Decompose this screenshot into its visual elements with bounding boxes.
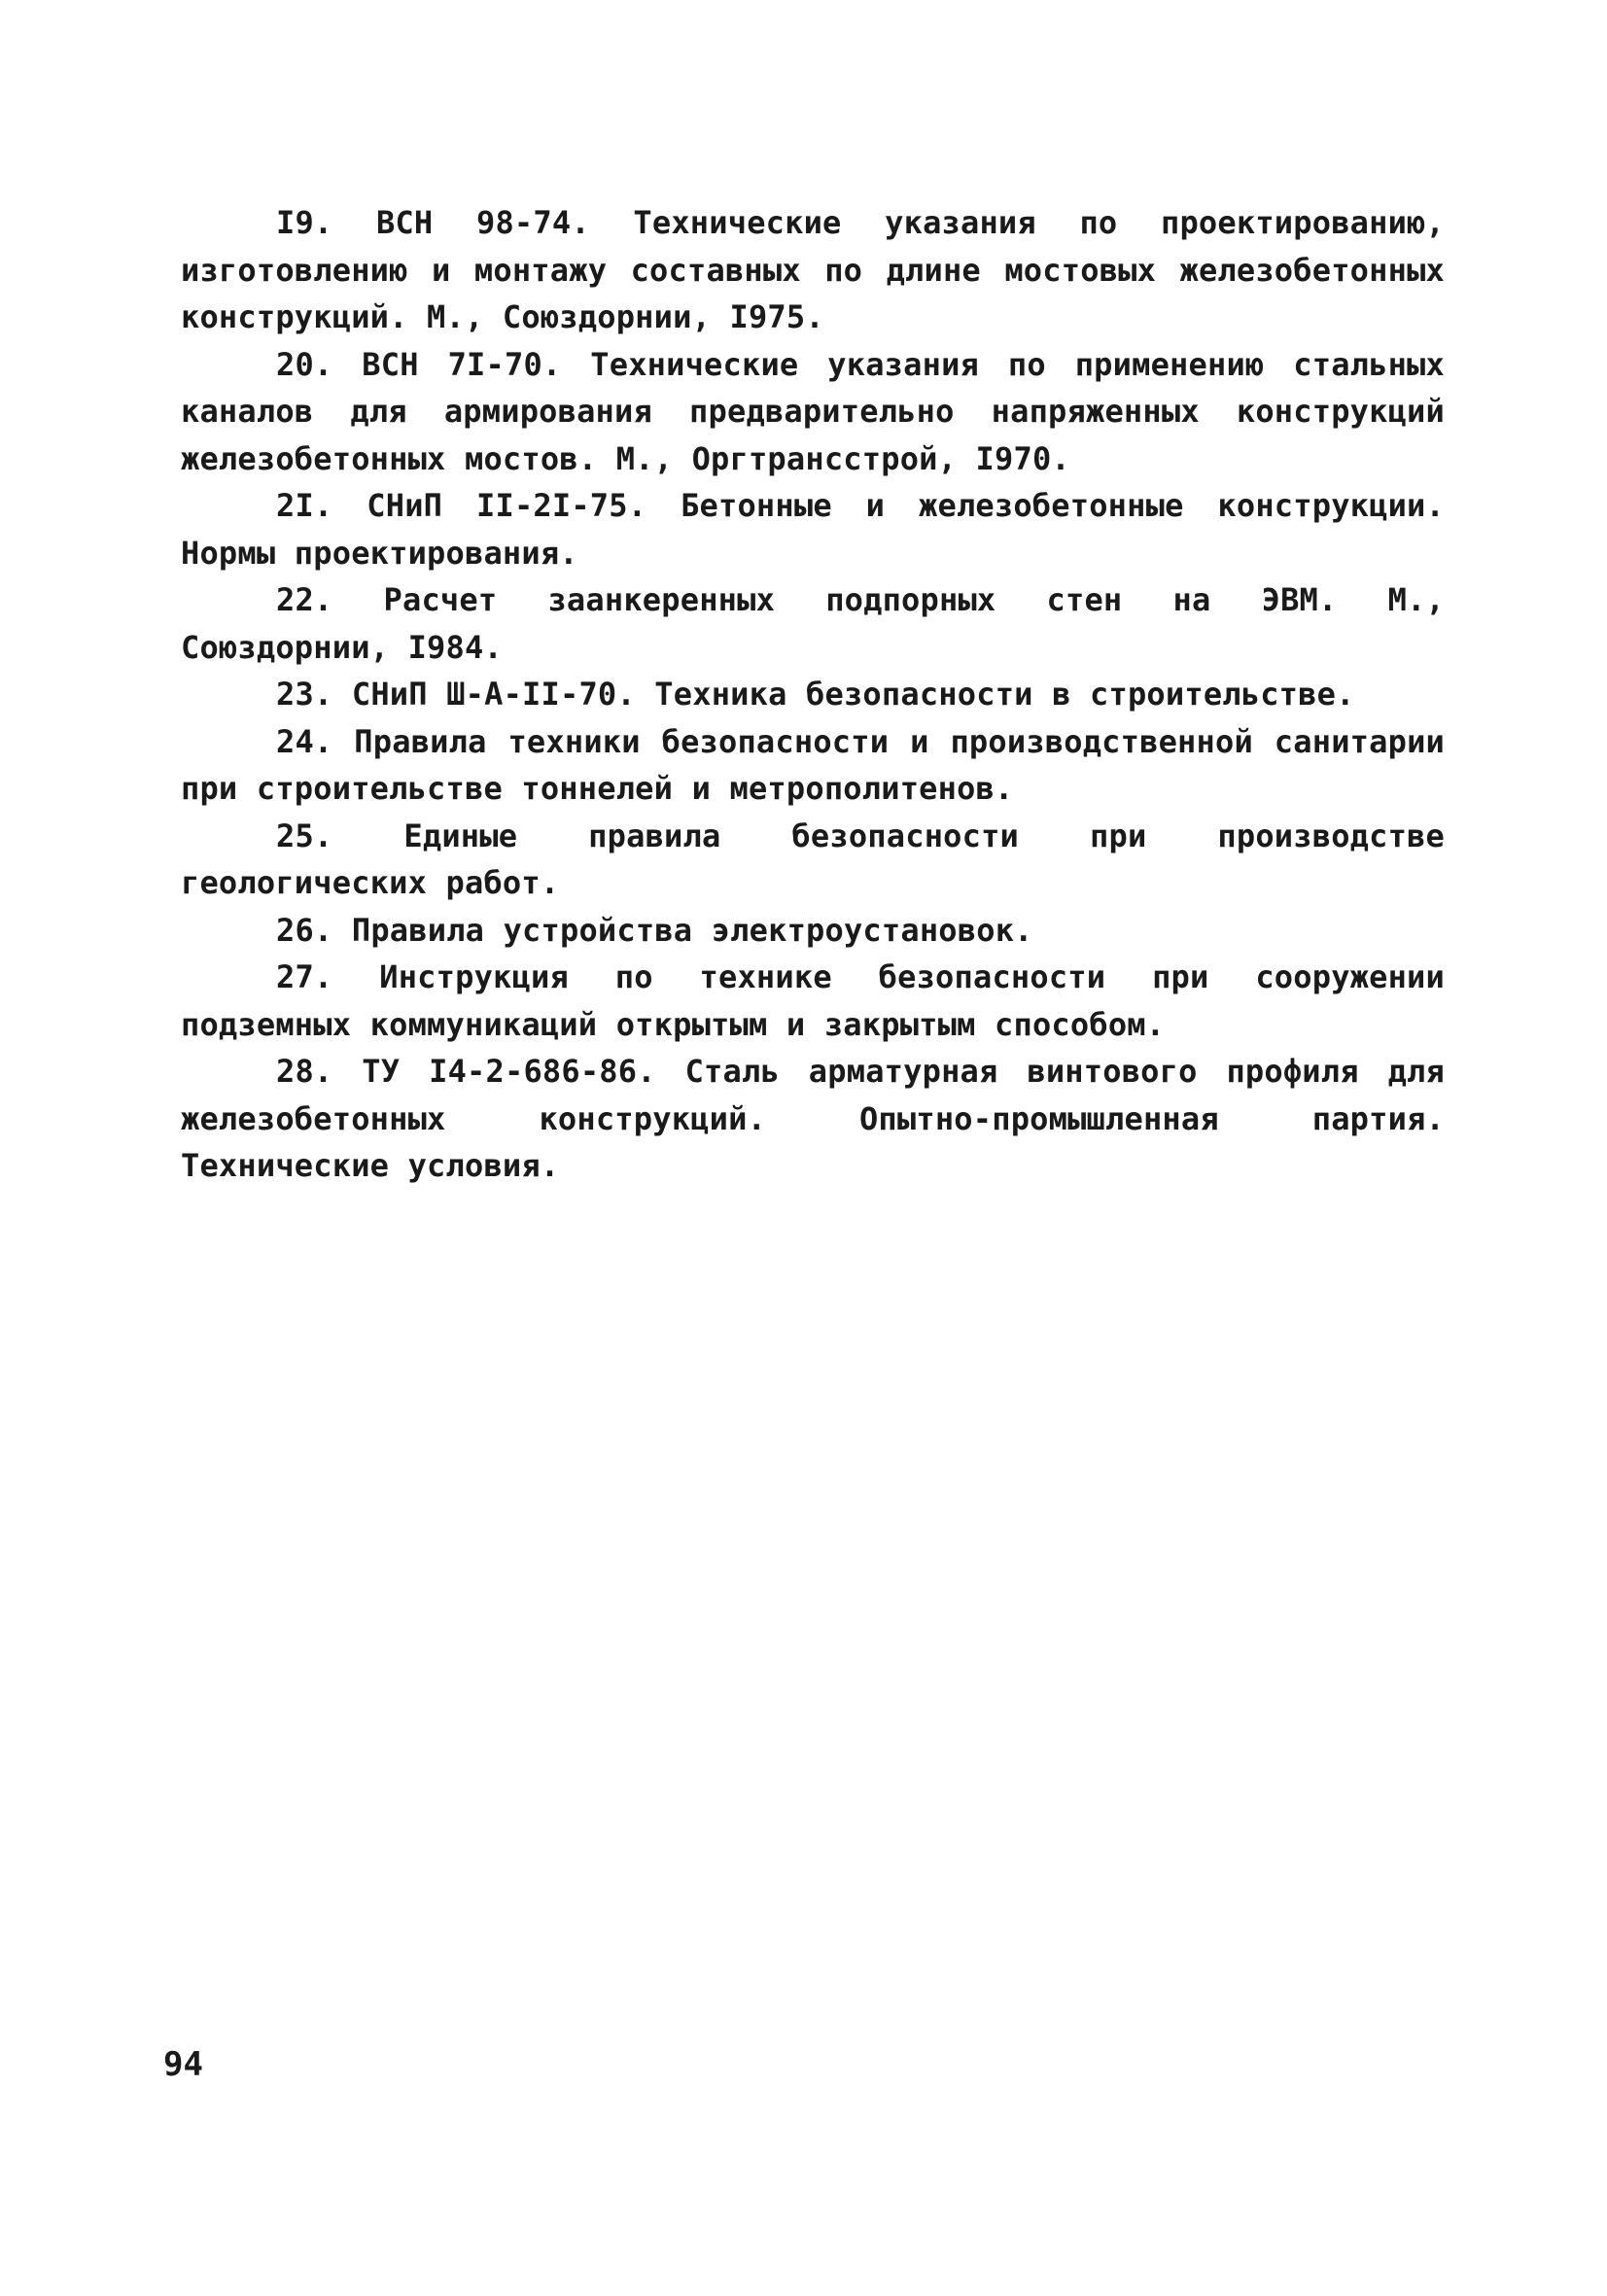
reference-item-24: 24. Правила техники безопасности и производственной санитарии при строительстве тоннелей и метрополитенов. xyxy=(181,722,1445,807)
reference-item-21: 2I. СНиП II-2I-75. Бетонные и железобетонные конструкции. Нормы проектирования. xyxy=(181,487,1445,572)
reference-item-27: 27. Инструкция по технике безопасности при сооружении подземных коммуникаций открытым и закрытым способом. xyxy=(181,958,1445,1043)
reference-item-22: 22. Расчет заанкеренных подпорных стен на ЭВМ. М., Союздорнии, I984. xyxy=(181,581,1445,666)
reference-item-23: 23. СНиП Ш-А-II-70. Техника безопасности в строительстве. xyxy=(276,676,1355,713)
page-number: 94 xyxy=(163,2045,203,2084)
reference-item-28: 28. ТУ I4-2-686-86. Сталь арматурная винтового профиля для железобетонных конструкций. Опытно-промышленная партия. Технические условия. xyxy=(181,1053,1445,1184)
reference-item-25: 25. Единые правила безопасности при производстве геологических работ. xyxy=(181,817,1445,901)
reference-item-26: 26. Правила устройства электроустановок. xyxy=(276,911,1033,949)
reference-list xyxy=(181,199,1445,1190)
reference-item-20: 20. ВСН 7I-70. Технические указания по применению стальных каналов для армирования предварительно напряженных конструкций железобетонных мостов. М., Оргтрансстрой, I970. xyxy=(181,345,1445,477)
reference-item-19: I9. ВСН 98-74. Технические указания по проектированию, изготовлению и монтажу составных по длине мостовых железобетонных конструкций. М., Союздорнии, I975. xyxy=(181,204,1445,335)
